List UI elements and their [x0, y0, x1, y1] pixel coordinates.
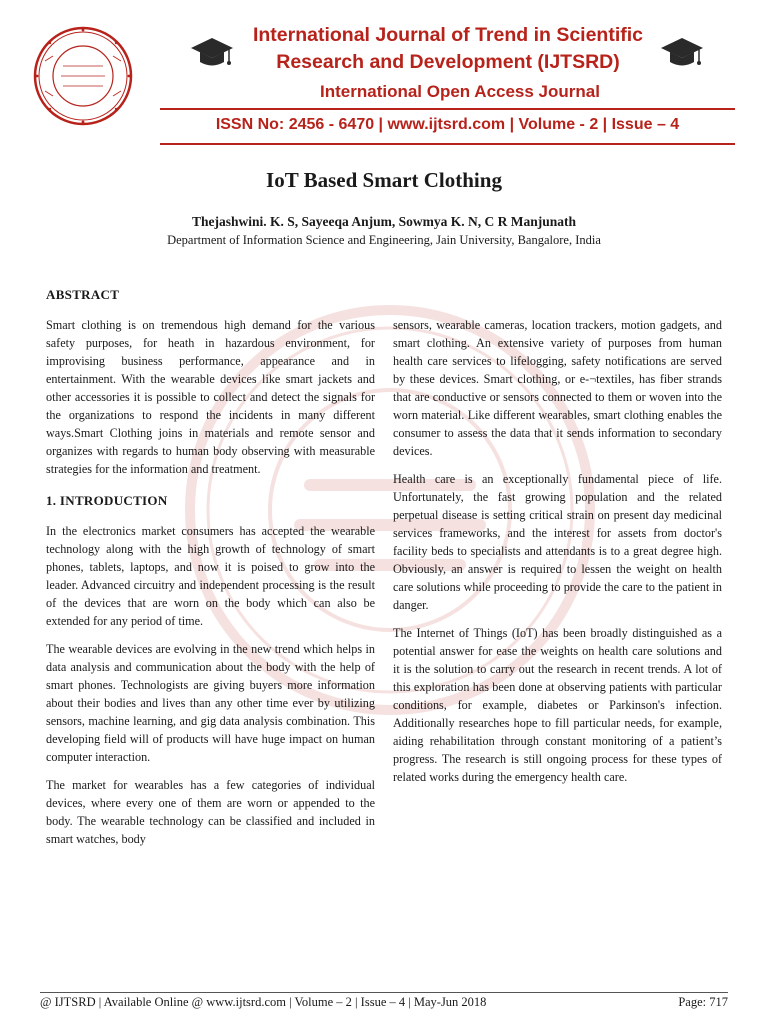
header-rule-bottom — [160, 143, 735, 145]
intro-paragraph-3: The market for wearables has a few categories of individual devices, where every one of them are worn or appended to the body. The wearable technology can be classified and included in smart watches, body — [46, 778, 375, 846]
intro-paragraph-1: In the electronics market consumers has accepted the wearable technology along with the high growth of technology of smart phones, tablets, laptops, and now it is poised to grow into the leader. Advanced circuitry and independent processing is the result of the devices that are worn on the body which can also be extended for any period of time. — [46, 524, 375, 628]
footer-rule — [40, 992, 728, 993]
right-paragraph-3: The Internet of Things (IoT) has been broadly distinguished as a potential answer for ease the weights on health care solutions and it is the solution to carry out the research in recent trends. A lot of this exploration has been done at observing patients with particular conditions, for example, diabetes or Parkinson's infection. Additionally researches hope to fill particular needs, for example, aiding rehabilitation through constant monitoring of a patient’s progress. The research is still ongoing process for these types of related works during the emergency health care. — [393, 626, 722, 784]
introduction-heading: 1. INTRODUCTION — [46, 493, 168, 508]
journal-title-line1: International Journal of Trend in Scientific — [252, 24, 644, 46]
abstract-heading: ABSTRACT — [46, 287, 120, 302]
intro-paragraph-2: The wearable devices are evolving in the new trend which helps in data analysis and communication about the body with the help of smart phones. Technologists are giving buyers more information about their bodies and lives than any other time ever by utilizing sensors, machine learning, and gig data analysis combination. This developing field will of products will have huge impact on human computer interaction. — [46, 642, 375, 764]
issn-line: ISSN No: 2456 - 6470 | www.ijtsrd.com | Volume - 2 | Issue – 4 — [215, 116, 680, 133]
abstract-paragraph: Smart clothing is on tremendous high demand for the various safety purposes, for heath in hazardous environment, for improvising business performance, appearance and in entertainment. With the wearable devices like smart jackets and other accessories it is possible to collect and detect the signals for the organizations to respond the incidents in many different ways.Smart Clothing joins in materials and remote sensor and organizes with regards to human body observing with measurable strategies for the information and treatment. — [46, 318, 375, 476]
page-number: Page: 717 — [678, 995, 728, 1009]
right-paragraph-1: sensors, wearable cameras, location trackers, motion gadgets, and smart clothing. An extensive variety of purposes from human health care services to lifelogging, safety notifications are served by these devices. Smart clothing, or e-¬textiles, has fiber strands that are conductive or sensors connected to them or woven into the worn material. Like different wearables, smart clothing enables the consumer to assess the data that it sends information to secondary devices. — [393, 318, 722, 458]
left-column — [46, 286, 375, 858]
right-paragraph-2: Health care is an exceptionally fundamental piece of life. Unfortunately, the fast growing population and the related perpetual disease is setting critical strain on present day medicinal services frameworks, and the interest for assets from doctor's facility beds to specialists and attendants is to a great degree high. Obviously, an answer is required to lessen the weight on health care solutions while proceeding to provide the care to the patient in danger. — [393, 472, 722, 612]
journal-seal-logo — [33, 26, 133, 126]
journal-title-line2: Research and Development (IJTSRD) — [276, 51, 620, 73]
header-rule-top — [160, 108, 735, 110]
paper-authors: Thejashwini. K. S, Sayeeqa Anjum, Sowmya K. N, C R Manjunath — [191, 214, 577, 229]
journal-title — [228, 22, 668, 76]
paper-title: IoT Based Smart Clothing — [266, 168, 502, 192]
right-column — [393, 316, 722, 796]
open-access-label: International Open Access Journal — [320, 82, 600, 101]
footer-citation: @ IJTSRD | Available Online @ www.ijtsrd.com | Volume – 2 | Issue – 4 | May-Jun 2018 — [40, 995, 487, 1009]
paper-affiliation: Department of Information Science and Engineering, Jain University, Bangalore, India — [167, 233, 601, 247]
